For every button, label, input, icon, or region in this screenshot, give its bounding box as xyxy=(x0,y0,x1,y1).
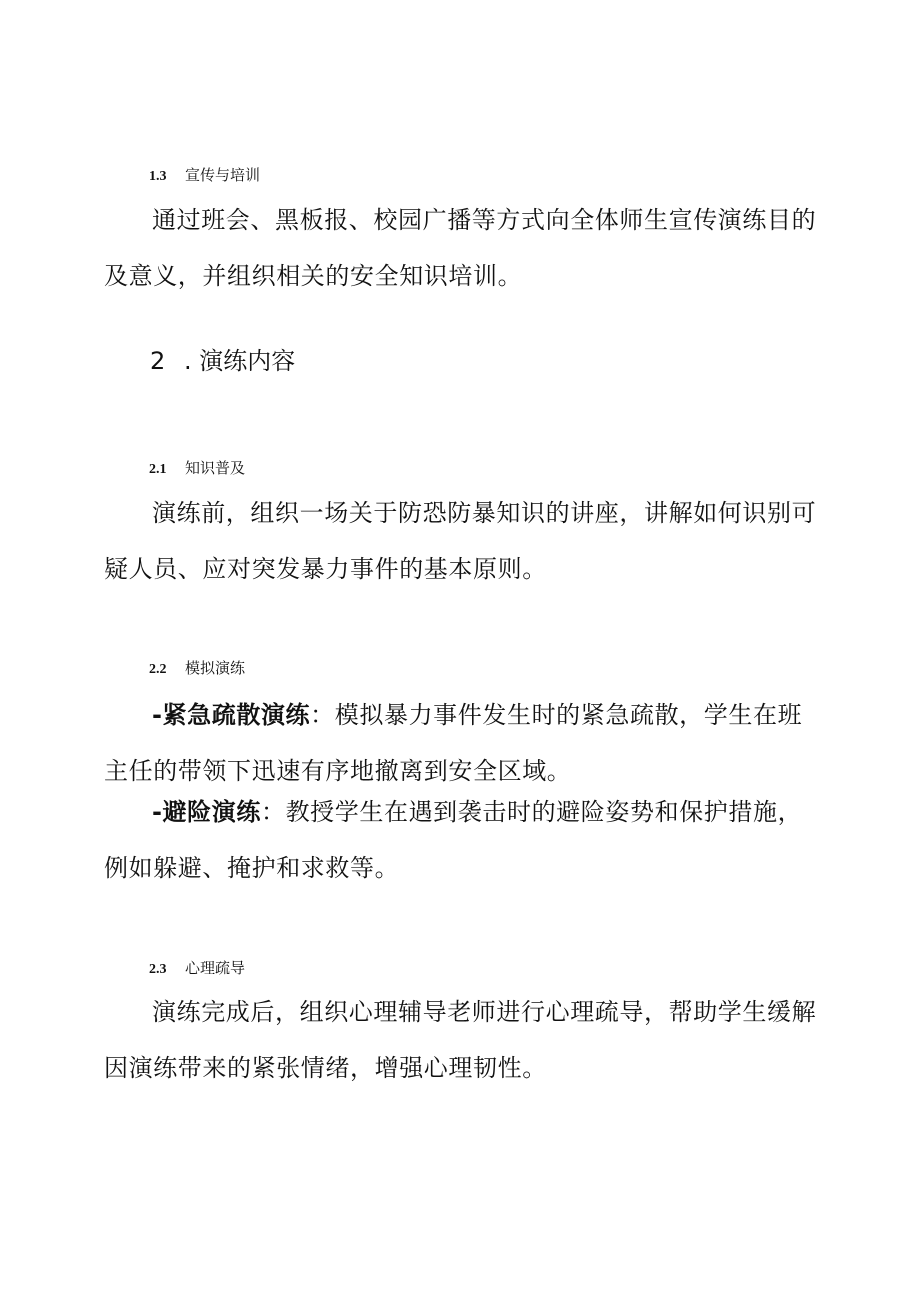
paragraph-2-1: 演练前，组织一场关于防恐防暴知识的讲座，讲解如何识别可疑人员、应对突发暴力事件的基本原则。 xyxy=(104,499,817,583)
subsection-title: 模拟演练 xyxy=(185,659,246,677)
bullet-text: ：模拟暴力事件发生时的紧急疏散，学生在班主任的带领下迅速有序地撤离到安全区域。 xyxy=(104,701,803,785)
bullet-item-avoidance xyxy=(104,784,820,896)
subsection-number: 2.3 xyxy=(149,962,167,977)
subsection-title: 知识普及 xyxy=(185,459,246,477)
bullet-lead: -紧急疏散演练 xyxy=(152,701,311,729)
paragraph-1-3: 通过班会、黑板报、校园广播等方式向全体师生宣传演练目的及意义，并组织相关的安全知识培训。 xyxy=(104,206,817,290)
bullet-lead: -避险演练 xyxy=(152,798,261,826)
subsection-number: 2.1 xyxy=(149,462,167,477)
section-heading-2 xyxy=(150,343,295,379)
bullet-text: ：教授学生在遇到袭击时的避险姿势和保护措施，例如躲避、掩护和求救等。 xyxy=(104,798,803,882)
subsection-heading-2-1 xyxy=(149,458,245,480)
subsection-number: 2.2 xyxy=(149,662,167,677)
subsection-title: 宣传与培训 xyxy=(185,166,261,184)
subsection-number: 1.3 xyxy=(149,169,167,184)
subsection-heading-2-3 xyxy=(149,958,245,980)
subsection-heading-2-2 xyxy=(149,658,245,680)
subsection-heading-1-3 xyxy=(149,165,260,187)
section-title: . 演练内容 xyxy=(184,347,296,375)
bullet-item-evacuation xyxy=(104,687,820,799)
subsection-title: 心理疏导 xyxy=(185,959,246,977)
section-number: 2 xyxy=(150,347,166,375)
paragraph-2-3: 演练完成后，组织心理辅导老师进行心理疏导，帮助学生缓解因演练带来的紧张情绪，增强心理韧性。 xyxy=(104,998,817,1082)
